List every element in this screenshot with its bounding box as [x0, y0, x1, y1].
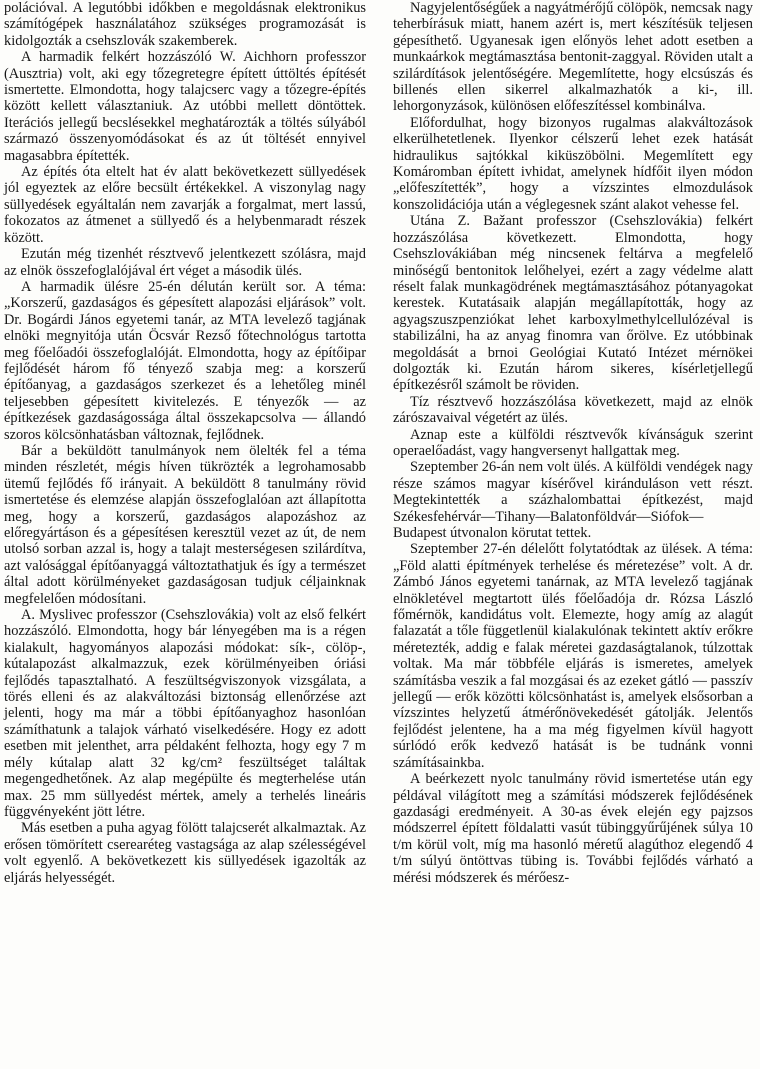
paragraph: Utána Z. Bažant professzor (Csehszlovákia) felkért hozzászólása következett. Elmondotta, hogy Csehszlovákiában még nincsenek feltárva a megfelelő minőségű bentonitok lelőhelyei, ezért a zagy védelme alatt réselt falak munkagödrének megtámasztásához pótanyagokat kerestek. Kutatásaik alapján megállapították, hogy az agyagszuszpenziókat lehet karboxylmethylcellulózéval is stabilizálni, ha az anyag finomra van őrölve. Ez utóbbinak megoldását a brnoi Geológiai Kutató Intézet mérnökei dolgozták ki. Ezután három sikeres, kísérletjellegű építkezésről számolt be röviden.	[393, 213, 753, 394]
paragraph: A harmadik ülésre 25-én délután került sor. A téma: „Korszerű, gazdaságos és gépesített alapozási eljárások” volt. Dr. Bogárdi János egyetemi tanár, az MTA levelező tagjának elnöki megnyitója után Öcsvár Rezső főtechnológus tartotta meg főelőadói összefoglalóját. Elmondotta, hogy az építőipar fejlődését három fő tényező szabja meg: a korszerű építőanyag, a gazdaságos szerkezet és a lehetőleg minél teljesebben gépesített kivitelezés. E tényezők — az építkezések gazdaságossága által összekapcsolva — állandó szoros kölcsönhatásban változnak, fejlődnek.	[4, 278, 366, 443]
paragraph: Ezután még tizenhét résztvevő jelentkezett szólásra, majd az elnök összefoglalójával ért véget a második ülés.	[4, 246, 366, 279]
paragraph: Az építés óta eltelt hat év alatt bekövetkezett süllyedések jól egyeztek az előre becsült értékekkel. A viszonylag nagy süllyedések egyáltalán nem zavarják a forgalmat, mert lassú, fokozatos az átmenet a süllyedő és a helybenmaradt részek között.	[4, 164, 366, 246]
paragraph: A harmadik felkért hozzászóló W. Aichhorn professzor (Ausztria) volt, aki egy tőzegretegre épített úttöltés építését ismertette. Elmondotta, hogy talajcserc vagy a tőzegre-építés között kellett választaniuk. Az utóbbi mellett döntöttek. Iterációs jellegű becslésekkel meghatározták a töltés súlyából származó összenyomódásokat és az út töltését ennyivel magasabbra építették.	[4, 49, 366, 164]
paragraph: Tíz résztvevő hozzászólása következett, majd az elnök zárószavaival végetért az ülés.	[393, 393, 753, 427]
right-column	[393, 0, 753, 886]
paragraph: Aznap este a külföldi résztvevők kívánságuk szerint operaelőadást, vagy hangversenyt hallgattak meg.	[393, 426, 753, 459]
paragraph: Szeptember 27-én délelőtt folytatódtak az ülések. A téma: „Föld alatti építmények terhelése és méretezése” volt. A dr. Zámbó János egyetemi tanárnak, az MTA levelező tagjának elnökletével megtartott ülés főelőadója dr. Rózsa László főmérnök, kandidátus volt. Elemezte, hogy amíg az alagút falazatát a tőle függetlenül kialakulónak tekintett aktív erőkre méretezték, addig e falak méretei gazdaságtalanok, túlzottak voltak. Ma már többféle eljárás is ismeretes, amelyek számításba veszik a fal mozgásai és az ezeket gátló — passzív jellegű — erők közötti kölcsönhatást is, amelyek elsősorban a vízszintes helyzetű átmérőnövekedését gátolják. Jelentős fejlődést jelentene, ha a ma még figyelmen kívül hagyott súrlódó erők kedvező hatását is be tudnánk vonni számításainkba.	[393, 541, 753, 771]
paragraph: Előfordulhat, hogy bizonyos rugalmas alakváltozások elkerülhetetlenek. Ilyenkor célszerű lehet ezek hatását hidraulikus sajtókkal kiküszöbölni. Megemlített egy Komáromban épített ivhidat, amelynek hídfőit ilyen módon „előfeszítették”, hogy a vízszintes elmozdulások konszolidációja után a véglegesnek szánt alakot vehesse fel.	[393, 114, 753, 213]
paragraph: polációval. A legutóbbi időkben e megoldásnak elektronikus számítógépek használatához szükséges programozását is kidolgozták a csehszlovák szakemberek.	[4, 0, 366, 49]
left-column	[4, 0, 366, 886]
paragraph: Nagyjelentőségűek a nagyátmérőjű cölöpök, nemcsak nagy teherbírásuk miatt, hanem azért is, mert készítésük teljesen gépesíthető. Ugyanesak igen előnyös lehet adott esetben a munkaárkok megtámasztása bentonit-zaggyal. Röviden utalt a szilárdítások jelentőségére. Megemlítette, hogy elcsúszás és billenés ellen sikerrel alkalmazhatók a ki-, ill. lehorgonyzások, különösen előfeszítéssel kombinálva.	[393, 0, 753, 115]
paragraph: Más esetben a puha agyag fölött talajcserét alkalmaztak. Az erősen tömörített cserearéteg vastagsága az alap szélességével volt egyenlő. A bekövetkezett kis süllyedések igazolták az eljárás helyességét.	[4, 820, 366, 886]
paragraph: A beérkezett nyolc tanulmány rövid ismertetése után egy példával világított meg a számítási módszerek fejlődésének gazdasági eredményeit. A 30-as évek elején egy pajzsos módszerrel épített földalatti vasút tübinggyűrűjének súlya 10 t/m körül volt, míg ma hasonló méretű alagúthoz elegendő 4 t/m súlyú öntöttvas tübing is. További fejlődés várható a mérési módszerek és mérőesz-	[393, 771, 753, 886]
paragraph: Bár a beküldött tanulmányok nem ölelték fel a téma minden részletét, mégis híven tükrözték a legrohamosabb ütemű fejlődés fő irányait. A beküldött 8 tanulmány rövid ismertetése és elemzése alapján összefoglalóan azt állapította meg, hogy a korszerű, gazdaságos alapozáshoz az előregyártáson és a gépesítésen keresztül vezet az út, de nem utolsó sorban azzal is, hogy a talajt mesterségesen szilárdítva, azt valósággal építőanyaggá változtathatjuk és így a természet által adott körülményeket gazdaságosan tudjuk céljainknak megfelelően módosítani.	[4, 442, 366, 607]
paragraph: A. Myslivec professzor (Csehszlovákia) volt az első felkért hozzászóló. Elmondotta, hogy bár lényegében ma is a régen kialakult, hagyományos alapozási módokat: sík-, cölöp-, kútalapozást alkalmazzuk, ezek körülményeiben óriási fejlődés tapasztalható. A feszültségviszonyok vizsgálata, a törés elleni és az alakváltozási biztonság ellenőrzése azt jelenti, hogy ma már a többi építőanyaghoz hasonlóan számíthatunk a talajok várható viselkedésére. Hogy ez adott esetben mit jelenthet, arra példaként felhozta, hogy egy 7 m mély kútalap alatt 32 kg/cm² feszültséget találtak megengedhetőnek. Az alap megépülte és megterhelése után max. 25 mm süllyedést mértek, amely a terhelés lineáris függvényeként jött létre.	[4, 607, 366, 820]
paragraph: Szeptember 26-án nem volt ülés. A külföldi vendégek nagy része számos magyar kísérővel kiránduláson vett részt. Megtekintették a százhalombattai építkezést, majd Székesfehérvár—Tihany—Balatonföldvár—Siófok—Budapest útvonalon körutat tettek.	[393, 459, 753, 541]
